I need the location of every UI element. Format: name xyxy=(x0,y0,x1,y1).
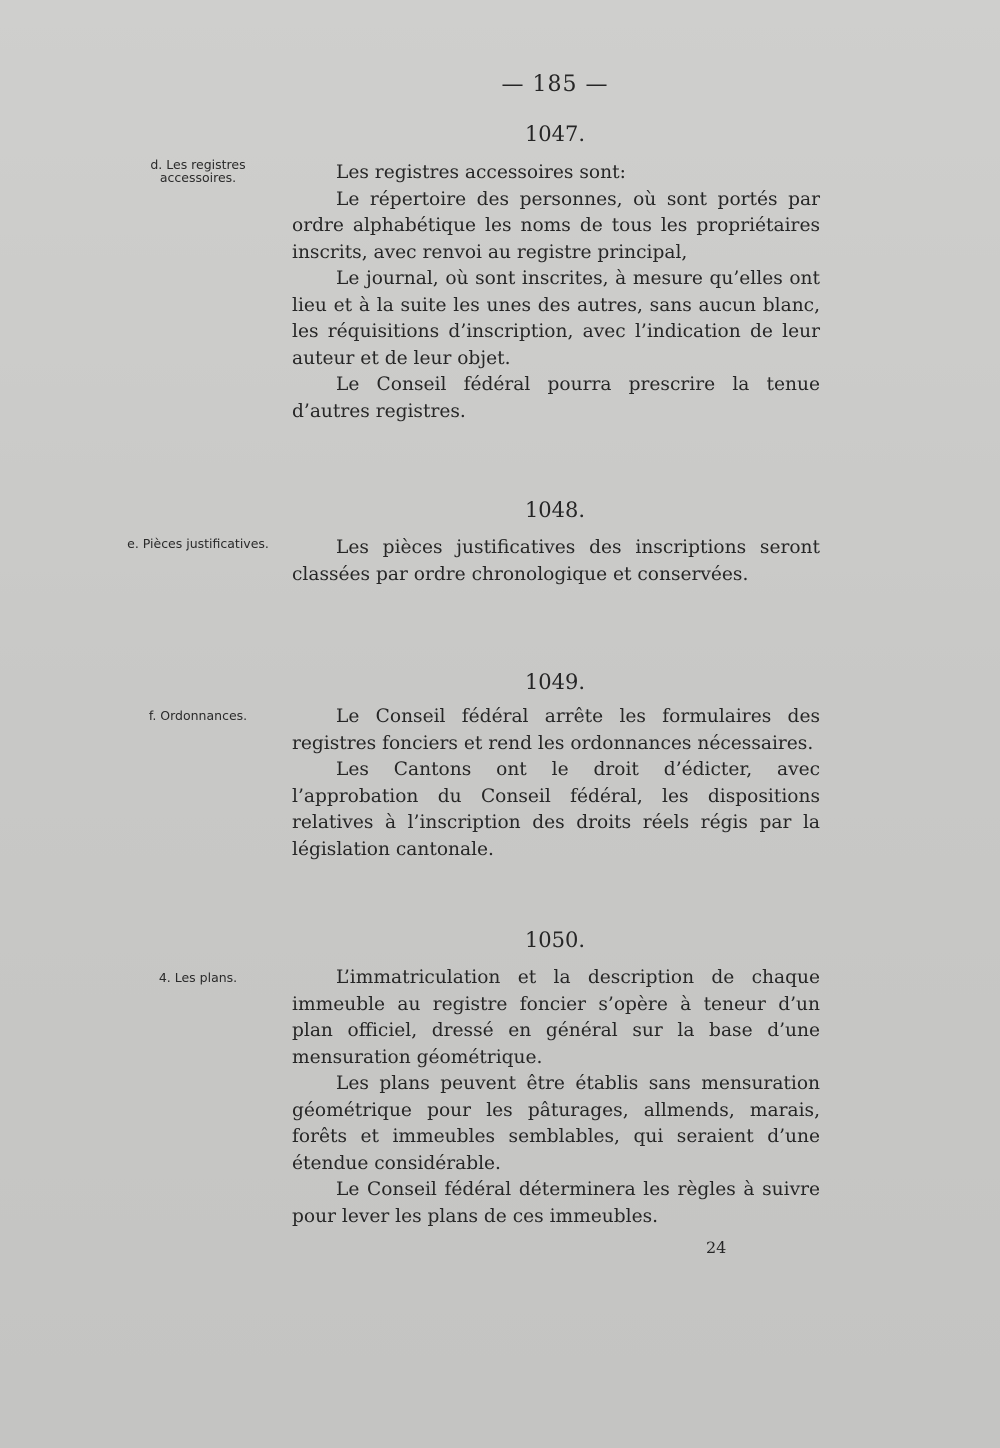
article-number-1047: 1047. xyxy=(524,122,586,146)
article-1050-text xyxy=(292,965,820,1230)
page-number: — 185 — xyxy=(501,72,609,97)
signature-mark: 24 xyxy=(706,1238,727,1257)
paragraph: L’immatriculation et la description de chaque immeuble au registre foncier s’opère à teneur d’un plan officiel, dressé en général sur la base d’une mensuration géométrique. xyxy=(292,967,820,1068)
margin-note-les-plans: 4. Les plans. xyxy=(158,970,238,985)
paragraph: Les registres accessoires sont: xyxy=(336,162,626,183)
paragraph: Le Conseil fédéral déterminera les règles à suivre pour lever les plans de ces immeubles. xyxy=(292,1179,820,1227)
paragraph: Le répertoire des personnes, où sont portés par ordre alphabétique les noms de tous les propriétaires inscrits, avec renvoi au registre principal, xyxy=(292,188,820,263)
article-number-1050: 1050. xyxy=(524,928,586,952)
article-1049-text xyxy=(292,704,820,863)
paragraph: Les Cantons ont le droit d’édicter, avec l’approbation du Conseil fédéral, les dispositions relatives à l’inscription des droits réels régis par la législation cantonale. xyxy=(292,759,820,860)
article-1048-text xyxy=(292,535,820,588)
paragraph: Les plans peuvent être établis sans mensuration géométrique pour les pâturages, allmends, marais, forêts et immeubles semblables, qui seraient d’une étendue considérable. xyxy=(292,1073,820,1174)
paragraph: Le journal, où sont inscrites, à mesure qu’elles ont lieu et à la suite les unes des autres, sans aucun blanc, les réquisitions d’inscription, avec l’indication de leur auteur et de leur objet. xyxy=(292,268,820,369)
article-1047-text xyxy=(292,160,820,425)
paragraph: Les pièces justificatives des inscriptions seront classées par ordre chronologique et conservées. xyxy=(292,537,820,585)
margin-note-pieces-justificatives: e. Pièces justificatives. xyxy=(127,536,269,551)
paragraph: Le Conseil fédéral arrête les formulaires des registres fonciers et rend les ordonnances nécessaires. xyxy=(292,706,820,754)
paragraph: Le Conseil fédéral pourra prescrire la tenue d’autres registres. xyxy=(292,374,820,422)
article-number-1049: 1049. xyxy=(524,670,586,694)
margin-note-registres-accessoires: d. Les registres accessoires. xyxy=(150,157,246,185)
article-number-1048: 1048. xyxy=(524,498,586,522)
margin-note-ordonnances: f. Ordonnances. xyxy=(148,708,248,723)
